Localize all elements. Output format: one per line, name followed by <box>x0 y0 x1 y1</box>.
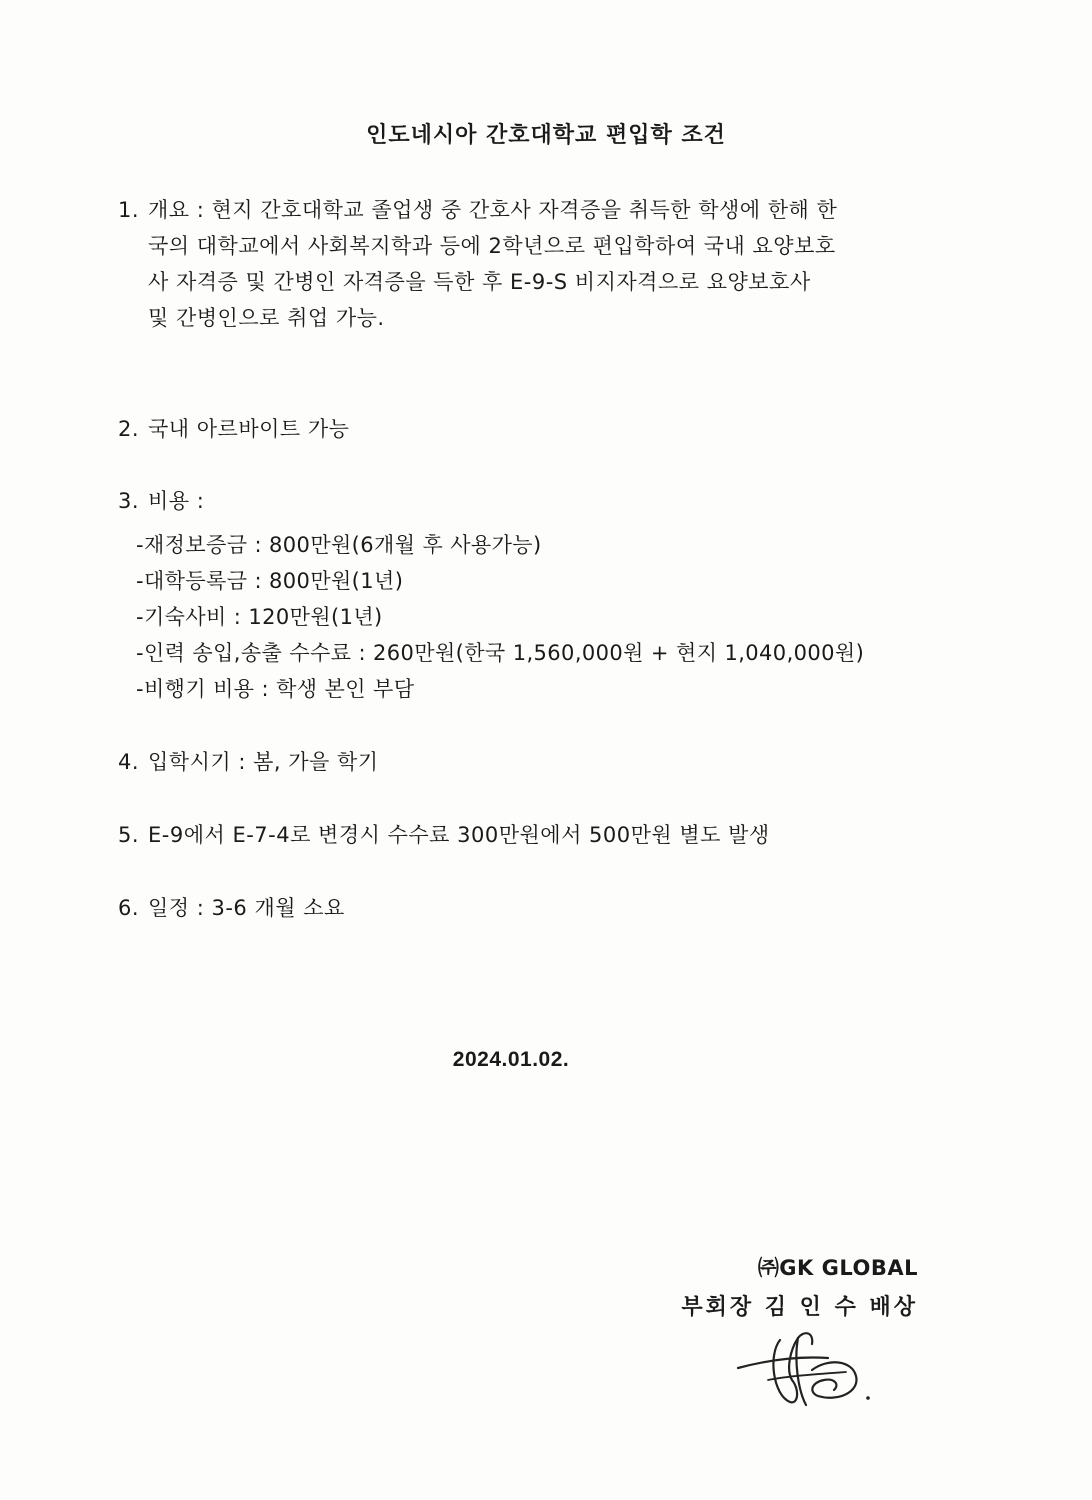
item-number: 5. <box>118 823 140 847</box>
item-text: E-9에서 E-7-4로 변경시 수수료 300만원에서 500만원 별도 발생 <box>148 823 770 847</box>
item-visa-change-fee <box>118 817 948 853</box>
item-admission-period <box>118 744 948 780</box>
item-text: 비용 : <box>148 489 205 513</box>
overview-line-1: 1. 개요 : 현지 간호대학교 졸업생 중 간호사 자격증을 취득한 학생에 한해 한 <box>118 192 948 228</box>
overview-line-3: 사 자격증 및 간병인 자격증을 득한 후 E-9-S 비지자격으로 요양보호사 <box>148 270 811 294</box>
cost-financial-guarantee: -재정보증금 : 800만원(6개월 후 사용가능) <box>136 533 542 557</box>
document-title: 인도네시아 간호대학교 편입학 조건 <box>366 123 726 148</box>
item-parttime <box>118 411 948 447</box>
overview-line-4: 및 간병인으로 취업 가능. <box>148 306 385 330</box>
item-costs-heading <box>118 483 948 519</box>
item-text: 입학시기 : 봄, 가을 학기 <box>148 750 379 774</box>
item-text: 일정 : 3-6 개월 소요 <box>148 896 345 920</box>
signature-icon <box>728 1310 878 1420</box>
overview-line-2: 국의 대학교에서 사회복지학과 등에 2학년으로 편입학하여 국내 요양보호 <box>148 234 836 258</box>
item-number: 3. <box>118 489 140 513</box>
cost-list <box>136 527 864 707</box>
item-number: 4. <box>118 750 140 774</box>
company-name: ㈜GK GLOBAL <box>757 1256 918 1280</box>
item-text: 국내 아르바이트 가능 <box>148 417 350 441</box>
item-overview <box>118 192 948 336</box>
item-number: 2. <box>118 417 140 441</box>
item-number: 6. <box>118 896 140 920</box>
cost-airfare: -비행기 비용 : 학생 본인 부담 <box>136 677 415 701</box>
cost-tuition: -대학등록금 : 800만원(1년) <box>136 569 404 593</box>
signer-name: 부회장 김 인 수 배상 <box>681 1295 918 1320</box>
cost-dormitory: -기숙사비 : 120만원(1년) <box>136 605 383 629</box>
item-number: 1. <box>118 198 140 222</box>
item-schedule <box>118 890 948 926</box>
cost-recruitment-fee: -인력 송입,송출 수수료 : 260만원(한국 1,560,000원 + 현지 1,040,000원) <box>136 641 865 665</box>
document-date: 2024.01.02. <box>452 1048 570 1071</box>
